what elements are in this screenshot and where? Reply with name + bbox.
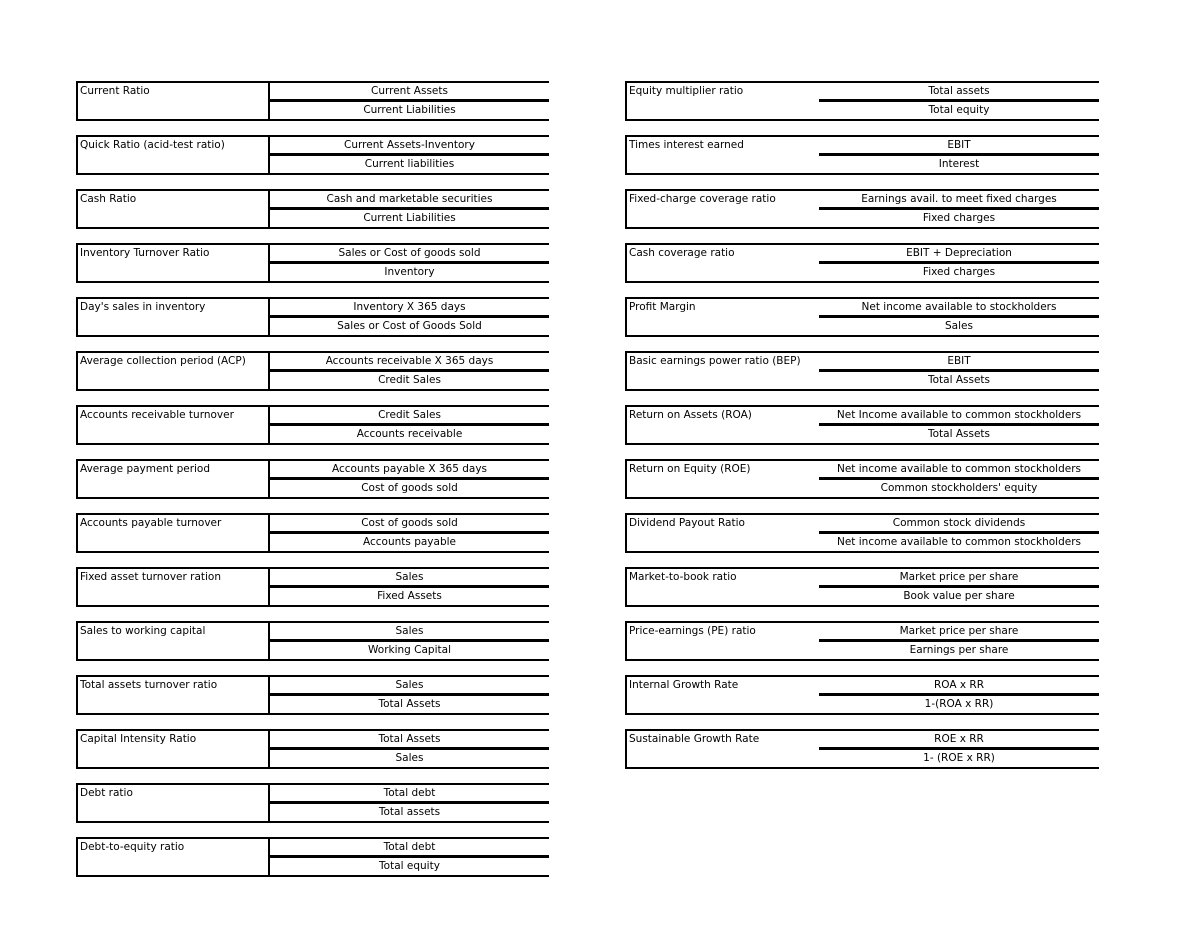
ratio-row (76, 783, 549, 823)
formula-denominator: Fixed charges (922, 266, 996, 278)
ratio-name: Sustainable Growth Rate (629, 733, 760, 745)
ratio-formula (268, 677, 549, 713)
formula-denominator: Inventory (384, 266, 435, 278)
ratio-name: Basic earnings power ratio (BEP) (629, 355, 801, 367)
ratio-formula (819, 515, 1099, 551)
formula-denominator: Total Assets (378, 698, 441, 710)
formula-numerator: Total debt (383, 787, 436, 799)
ratio-formula (819, 191, 1099, 227)
ratio-formula (268, 137, 549, 173)
ratio-formula (268, 245, 549, 281)
ratio-row (625, 297, 1099, 337)
formula-numerator: Total debt (383, 841, 436, 853)
ratio-formula (819, 731, 1099, 767)
formula-denominator: Fixed Assets (377, 590, 442, 602)
formula-denominator: Credit Sales (378, 374, 441, 386)
ratio-formula (268, 731, 549, 767)
formula-numerator: ROE x RR (934, 733, 984, 745)
formula-numerator: Current Assets-Inventory (344, 139, 475, 151)
ratio-row (625, 675, 1099, 715)
ratio-name: Capital Intensity Ratio (80, 733, 197, 745)
formula-denominator: Earnings per share (909, 644, 1009, 656)
ratio-name: Inventory Turnover Ratio (80, 247, 210, 259)
formula-numerator: Market price per share (899, 571, 1019, 583)
formula-denominator: 1- (ROE x RR) (923, 752, 995, 764)
formula-numerator: EBIT (947, 139, 971, 151)
ratio-formula (268, 353, 549, 389)
formula-denominator: Total equity (379, 860, 440, 872)
formula-numerator: Sales (395, 625, 424, 637)
ratio-row (76, 567, 549, 607)
formula-numerator: Earnings avail. to meet fixed charges (861, 193, 1057, 205)
ratio-formula (268, 407, 549, 443)
ratio-name: Debt ratio (80, 787, 133, 799)
formula-numerator: Accounts payable X 365 days (331, 463, 488, 475)
formula-denominator: Accounts receivable (356, 428, 463, 440)
formula-denominator: 1-(ROA x RR) (924, 698, 994, 710)
ratio-formula (819, 677, 1099, 713)
formula-numerator: Accounts receivable X 365 days (325, 355, 494, 367)
formula-numerator: Market price per share (899, 625, 1019, 637)
ratio-name: Dividend Payout Ratio (629, 517, 745, 529)
formula-numerator: ROA x RR (933, 679, 985, 691)
ratio-formula (819, 299, 1099, 335)
ratio-formula (819, 461, 1099, 497)
formula-denominator: Working Capital (368, 644, 451, 656)
ratio-name: Market-to-book ratio (629, 571, 737, 583)
ratio-name: Current Ratio (80, 85, 150, 97)
ratio-name: Fixed-charge coverage ratio (629, 193, 776, 205)
ratio-formula (819, 569, 1099, 605)
ratio-row (76, 513, 549, 553)
left-ratio-column (76, 81, 549, 891)
ratio-name: Accounts receivable turnover (80, 409, 234, 421)
ratio-name: Internal Growth Rate (629, 679, 739, 691)
formula-numerator: Total assets (928, 85, 990, 97)
formula-denominator: Common stockholders' equity (880, 482, 1038, 494)
ratio-row (76, 837, 549, 877)
ratio-row (76, 297, 549, 337)
formula-denominator: Fixed charges (922, 212, 996, 224)
ratio-name: Debt-to-equity ratio (80, 841, 185, 853)
ratio-row (76, 189, 549, 229)
formula-numerator: Total Assets (378, 733, 441, 745)
ratio-formula (819, 623, 1099, 659)
ratio-name: Profit Margin (629, 301, 696, 313)
ratio-name: Return on Assets (ROA) (629, 409, 752, 421)
ratio-row (625, 189, 1099, 229)
ratio-row (76, 351, 549, 391)
ratio-name: Average collection period (ACP) (80, 355, 246, 367)
ratio-formula (819, 137, 1099, 173)
formula-numerator: Common stock dividends (892, 517, 1026, 529)
ratio-formula (268, 191, 549, 227)
ratio-row (625, 81, 1099, 121)
ratio-name: Day's sales in inventory (80, 301, 206, 313)
ratio-row (76, 135, 549, 175)
formula-denominator: Accounts payable (363, 536, 456, 548)
ratio-row (76, 729, 549, 769)
formula-numerator: EBIT (947, 355, 971, 367)
formula-denominator: Total Assets (927, 374, 991, 386)
ratio-row (76, 621, 549, 661)
ratio-formula (268, 623, 549, 659)
formula-numerator: Inventory X 365 days (353, 301, 466, 313)
ratio-formula (819, 83, 1099, 119)
ratio-row (76, 405, 549, 445)
ratio-formula (268, 83, 549, 119)
ratio-row (625, 729, 1099, 769)
ratio-name: Cash Ratio (80, 193, 137, 205)
ratio-name: Accounts payable turnover (80, 517, 222, 529)
ratio-row (625, 621, 1099, 661)
ratio-name: Total assets turnover ratio (80, 679, 218, 691)
formula-numerator: Credit Sales (378, 409, 441, 421)
ratio-row (76, 675, 549, 715)
formula-numerator: Net income available to stockholders (861, 301, 1057, 313)
right-ratio-column (625, 81, 1099, 783)
ratio-name: Sales to working capital (80, 625, 206, 637)
ratio-row (625, 351, 1099, 391)
ratio-row (76, 243, 549, 283)
ratio-row (76, 81, 549, 121)
formula-denominator: Total assets (378, 806, 441, 818)
ratio-row (625, 135, 1099, 175)
ratio-name: Price-earnings (PE) ratio (629, 625, 756, 637)
ratio-row (625, 405, 1099, 445)
ratio-row (625, 513, 1099, 553)
ratio-name: Times interest earned (629, 139, 744, 151)
formula-numerator: Net income available to common stockholders (836, 463, 1082, 475)
ratio-name: Average payment period (80, 463, 211, 475)
ratio-formula (268, 785, 549, 821)
ratio-name: Fixed asset turnover ration (80, 571, 222, 583)
formula-numerator: Cost of goods sold (361, 517, 458, 529)
ratio-row (625, 459, 1099, 499)
ratio-formula (819, 407, 1099, 443)
formula-numerator: Cash and marketable securities (326, 193, 493, 205)
formula-denominator: Sales or Cost of Goods Sold (337, 320, 482, 332)
ratio-formula (819, 353, 1099, 389)
formula-denominator: Total equity (928, 104, 990, 116)
formula-numerator: Sales (395, 571, 424, 583)
ratio-name: Quick Ratio (acid-test ratio) (80, 139, 225, 151)
formula-denominator: Current Liabilities (363, 104, 456, 116)
ratio-formula (268, 461, 549, 497)
formula-numerator: Current Assets (371, 85, 448, 97)
ratio-formula (268, 515, 549, 551)
formula-numerator: EBIT + Depreciation (906, 247, 1012, 259)
formula-numerator: Sales or Cost of goods sold (338, 247, 481, 259)
formula-denominator: Interest (938, 158, 980, 170)
ratio-formula (268, 299, 549, 335)
ratio-formula (268, 839, 549, 875)
ratio-row (625, 243, 1099, 283)
formula-denominator: Net income available to common stockholders (836, 536, 1082, 548)
formula-denominator: Sales (945, 320, 973, 332)
ratio-name: Return on Equity (ROE) (629, 463, 751, 475)
formula-numerator: Net Income available to common stockholders (836, 409, 1082, 421)
ratio-name: Cash coverage ratio (629, 247, 735, 259)
ratio-formula (268, 569, 549, 605)
ratio-formula (819, 245, 1099, 281)
formula-denominator: Current liabilities (364, 158, 455, 170)
ratio-row (76, 459, 549, 499)
ratio-row (625, 567, 1099, 607)
ratio-name: Equity multiplier ratio (629, 85, 744, 97)
formula-denominator: Cost of goods sold (361, 482, 458, 494)
formula-numerator: Sales (395, 679, 424, 691)
formula-denominator: Sales (395, 752, 424, 764)
formula-denominator: Current Liabilities (363, 212, 456, 224)
formula-denominator: Total Assets (927, 428, 991, 440)
formula-denominator: Book value per share (903, 590, 1015, 602)
